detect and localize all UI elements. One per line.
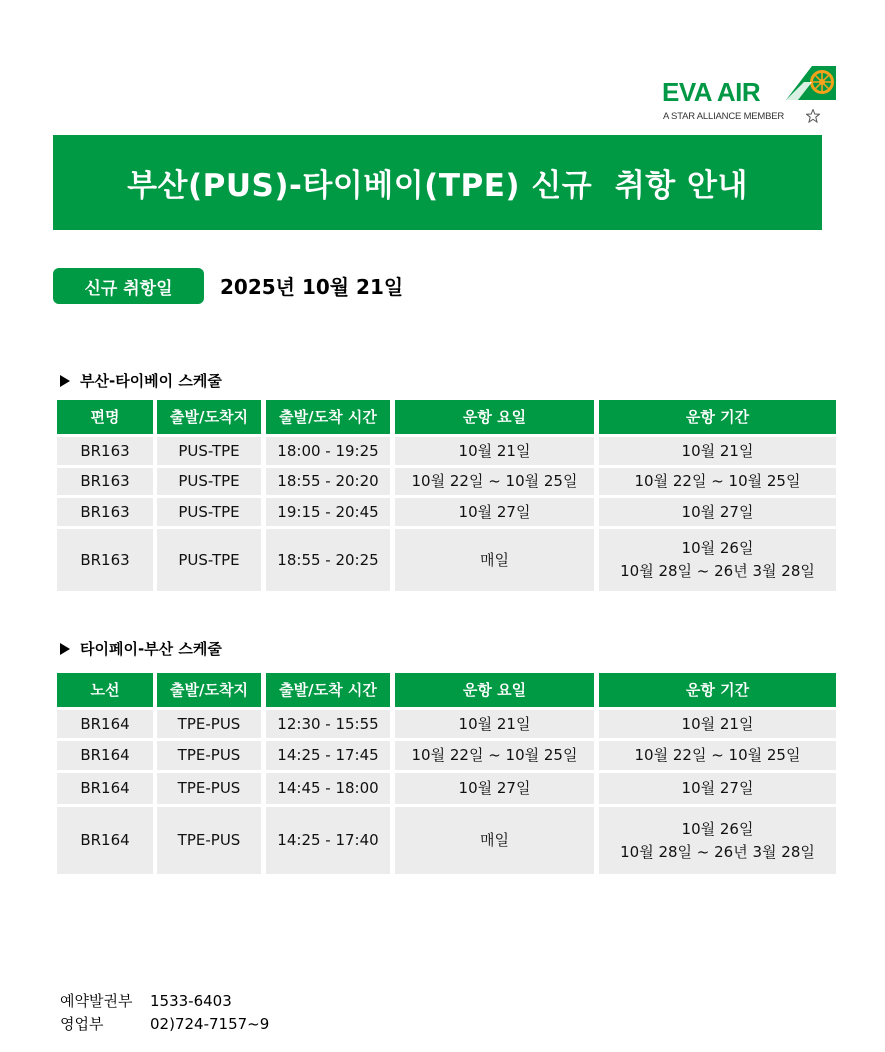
cell-text: BR164 xyxy=(80,714,130,733)
column-header xyxy=(599,673,836,707)
period-cell xyxy=(599,468,836,495)
cell-text: 10월 21일 xyxy=(458,714,531,733)
cell-text: BR163 xyxy=(80,550,130,569)
cell-text: TPE-PUS xyxy=(177,831,241,849)
column-header xyxy=(57,400,153,434)
route-cell xyxy=(157,468,261,495)
cell-text: PUS-TPE xyxy=(178,550,240,569)
cell-text: 18:00 - 19:25 xyxy=(277,441,379,460)
cell-text: PUS-TPE xyxy=(178,441,240,460)
time-cell xyxy=(266,773,390,804)
eva-air-logo xyxy=(660,62,840,130)
contact-row xyxy=(60,1013,269,1036)
cell-text: 10월 21일 xyxy=(681,441,754,460)
cell-text: 출발/도착 시간 xyxy=(279,680,377,699)
period-cell xyxy=(599,498,836,526)
period-cell xyxy=(599,437,836,465)
eva-air-emblem-icon xyxy=(782,62,838,102)
cell-text: 10월 27일 xyxy=(681,502,754,521)
cell-text: 10월 27일 xyxy=(458,779,531,797)
route-cell xyxy=(157,773,261,804)
period-cell xyxy=(599,741,836,770)
flight-cell xyxy=(57,807,153,874)
page-title: 부산(PUS)-타이베이(TPE) 신규 취항 안내 xyxy=(127,168,748,204)
cell-text: 운항 요일 xyxy=(462,680,527,699)
cell-text: BR164 xyxy=(80,779,130,797)
cell-text: BR163 xyxy=(80,441,130,460)
days-cell xyxy=(395,710,594,738)
column-header xyxy=(266,673,390,707)
cell-text: 10월 21일 xyxy=(458,441,531,460)
cell-text: 운항 요일 xyxy=(462,407,527,426)
cell-text: 14:25 - 17:40 xyxy=(277,831,379,849)
flight-cell xyxy=(57,437,153,465)
cell-text: BR163 xyxy=(80,502,130,521)
cell-text: 10월 22일 ~ 10월 25일 xyxy=(634,746,801,764)
period-cell xyxy=(599,773,836,804)
route-cell xyxy=(157,437,261,465)
column-header xyxy=(599,400,836,434)
cell-text: 편명 xyxy=(90,407,120,426)
contact-row xyxy=(60,990,269,1013)
cell-text: 10월 27일 xyxy=(681,779,754,797)
route-cell xyxy=(157,498,261,526)
days-cell xyxy=(395,437,594,465)
cell-text: TPE-PUS xyxy=(177,746,241,764)
section-title-pus-tpe xyxy=(60,371,222,391)
days-cell xyxy=(395,807,594,874)
cell-text: TPE-PUS xyxy=(177,714,241,733)
triangle-bullet-icon xyxy=(60,643,70,655)
time-cell xyxy=(266,807,390,874)
route-cell xyxy=(157,710,261,738)
period-cell xyxy=(599,710,836,738)
column-header xyxy=(157,673,261,707)
cell-text: TPE-PUS xyxy=(177,779,241,797)
route-cell xyxy=(157,741,261,770)
column-header xyxy=(57,673,153,707)
cell-text: 출발/도착지 xyxy=(170,680,248,699)
launch-date: 2025년 10월 21일 xyxy=(220,275,404,299)
flight-cell xyxy=(57,468,153,495)
period-cell xyxy=(599,529,836,591)
cell-text: 매일 xyxy=(480,831,509,849)
cell-text: 18:55 - 20:25 xyxy=(277,550,379,569)
contact-label: 영업부 xyxy=(60,1015,104,1033)
page-title-banner xyxy=(53,135,822,230)
cell-text: 14:45 - 18:00 xyxy=(277,779,379,797)
launch-label-badge xyxy=(53,268,204,304)
days-cell xyxy=(395,498,594,526)
period-cell xyxy=(599,807,836,874)
cell-text: 10월 27일 xyxy=(458,502,531,521)
column-header xyxy=(266,400,390,434)
cell-text: BR164 xyxy=(80,746,130,764)
section-title-tpe-pus xyxy=(60,639,222,659)
flight-cell xyxy=(57,710,153,738)
cell-text: 출발/도착 시간 xyxy=(279,407,377,426)
cell-text: 10월 28일 ~ 26년 3월 28일 xyxy=(620,842,815,861)
cell-text: 10월 26일 xyxy=(681,819,754,838)
cell-text: 10월 22일 ~ 10월 25일 xyxy=(411,746,578,764)
cell-text: 14:25 - 17:45 xyxy=(277,746,379,764)
time-cell xyxy=(266,710,390,738)
cell-text: 10월 28일 ~ 26년 3월 28일 xyxy=(620,562,815,580)
cell-text: 12:30 - 15:55 xyxy=(277,714,379,733)
cell-text: 19:15 - 20:45 xyxy=(277,502,379,521)
time-cell xyxy=(266,529,390,591)
days-cell xyxy=(395,741,594,770)
cell-text: 10월 22일 ~ 10월 25일 xyxy=(634,472,801,490)
days-cell xyxy=(395,468,594,495)
section-title-text: 부산-타이베이 스케줄 xyxy=(80,372,222,390)
contact-value: 1533-6403 xyxy=(150,992,232,1010)
route-cell xyxy=(157,807,261,874)
cell-text: 18:55 - 20:20 xyxy=(277,472,379,490)
column-header xyxy=(157,400,261,434)
flight-cell xyxy=(57,529,153,591)
days-cell xyxy=(395,773,594,804)
cell-text: BR164 xyxy=(80,831,130,849)
route-cell xyxy=(157,529,261,591)
cell-text: PUS-TPE xyxy=(178,502,240,521)
contact-value: 02)724-7157~9 xyxy=(150,1015,270,1033)
flight-cell xyxy=(57,741,153,770)
cell-text: 운항 기간 xyxy=(685,680,750,699)
time-cell xyxy=(266,468,390,495)
flight-cell xyxy=(57,498,153,526)
contact-label: 예약발권부 xyxy=(60,992,133,1010)
launch-label: 신규 취항일 xyxy=(84,278,173,299)
logo-brand-text: EVA AIR xyxy=(662,77,761,107)
time-cell xyxy=(266,498,390,526)
section-title-text: 타이페이-부산 스케줄 xyxy=(80,640,222,658)
cell-text: 매일 xyxy=(480,550,509,569)
cell-text: 10월 22일 ~ 10월 25일 xyxy=(411,472,578,490)
time-cell xyxy=(266,437,390,465)
time-cell xyxy=(266,741,390,770)
cell-text: 출발/도착지 xyxy=(170,407,248,426)
cell-text: 10월 21일 xyxy=(681,714,754,733)
star-alliance-tagline: A STAR ALLIANCE MEMBER xyxy=(663,111,785,122)
triangle-bullet-icon xyxy=(60,375,70,387)
cell-text: PUS-TPE xyxy=(178,472,240,490)
contact-footer xyxy=(60,990,269,1036)
days-cell xyxy=(395,529,594,591)
cell-text: 10월 26일 xyxy=(681,539,754,557)
star-alliance-star-icon xyxy=(806,109,820,123)
flight-cell xyxy=(57,773,153,804)
cell-text: 운항 기간 xyxy=(685,407,750,426)
column-header xyxy=(395,673,594,707)
cell-text: BR163 xyxy=(80,472,130,490)
column-header xyxy=(395,400,594,434)
cell-text: 노선 xyxy=(90,680,120,699)
